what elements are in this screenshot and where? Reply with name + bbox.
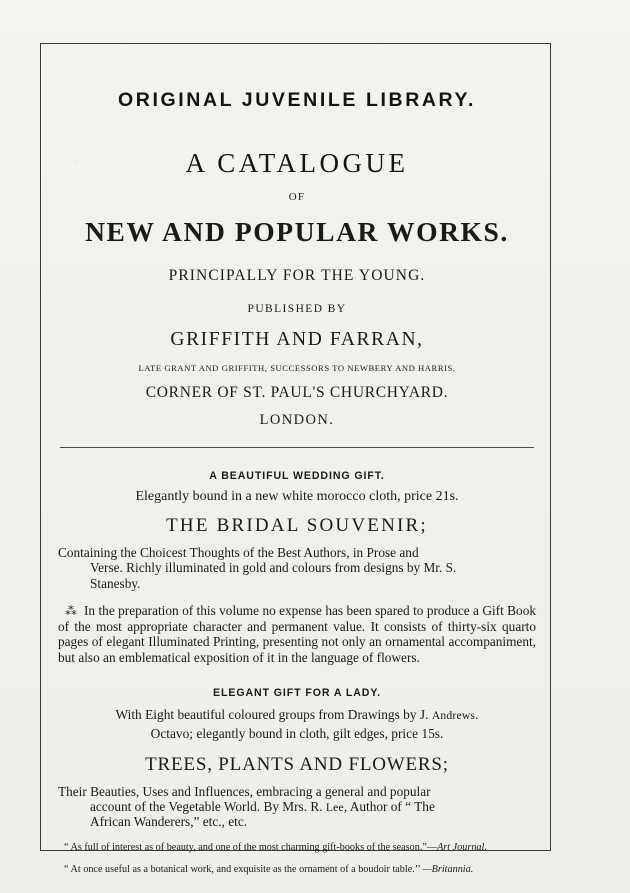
- published-by-label: PUBLISHED BY: [247, 303, 347, 315]
- review-quote-art-journal: [58, 842, 536, 854]
- entry-description-bridal-souvenir: [58, 545, 536, 591]
- entry-description-trees-plants-flowers: [58, 784, 536, 830]
- review-quote-1-source: Art Journal.: [437, 841, 487, 853]
- publisher-city: LONDON.: [259, 412, 335, 428]
- review-quote-2-source: —Britannia.: [422, 864, 474, 876]
- entry-sub-line-1-pre: With Eight beautiful coloured groups from Drawings by J.: [115, 707, 432, 723]
- entry-sub-line-2: Octavo; elegantly bound in cloth, gilt edges, price 15s.: [150, 725, 444, 741]
- publisher-address: CORNER OF ST. PAUL'S CHURCHYARD.: [145, 384, 449, 401]
- entry-title-trees-plants-flowers: TREES, PLANTS AND FLOWERS;: [145, 753, 449, 775]
- entry-description-line-3: Stanesby.: [90, 575, 141, 591]
- entry-binding-price-wedding-gift: Elegantly bound in a new white morocco cloth, price 21s.: [135, 489, 459, 504]
- page-title: ORIGINAL JUVENILE LIBRARY.: [118, 89, 476, 111]
- divider-rule: [60, 447, 534, 448]
- entry-description-line-1: Containing the Choicest Thoughts of the Best Authors, in Prose and: [58, 545, 419, 560]
- entry-note-bridal-souvenir: [58, 603, 536, 665]
- review-quote-2-text: “ At once useful as a botanical work, and exquisite as the ornament of a boudoir table.’’: [64, 864, 421, 876]
- audience-line: PRINCIPALLY FOR THE YOUNG.: [168, 267, 426, 284]
- of-connector: OF: [288, 191, 306, 203]
- author-name: Lee: [325, 801, 344, 815]
- catalogue-heading: A CATALOGUE: [185, 148, 409, 178]
- publisher-name: GRIFFITH AND FARRAN,: [170, 329, 424, 350]
- entry-note-text: In the preparation of this volume no expense has been spared to produce a Gift Book of the most appropriate character and permanent value. It consists of thirty-six quarto pages of elegant Illuminated Printing, presenting not only an ornamental accompaniment, but also an emblematical exposition of it in the language of flowers.: [58, 603, 536, 665]
- review-quote-1-text: “ As full of interest as of beauty, and one of the most charming gift-books of the season.”—: [64, 841, 438, 853]
- entry2-description-line-2-pre: account of the Vegetable World. By Mrs. R.: [90, 799, 326, 815]
- entry2-description-line-2: [58, 799, 536, 814]
- entry-heading-wedding-gift: A BEAUTIFUL WEDDING GIFT.: [209, 470, 385, 482]
- entry2-description-line-2-post: , Author of “ The: [343, 799, 435, 815]
- entry-binding-price-lady-gift: [58, 707, 536, 741]
- works-heading: NEW AND POPULAR WORKS.: [85, 216, 509, 247]
- entry-heading-lady-gift: ELEGANT GIFT FOR A LADY.: [213, 687, 381, 700]
- entry-sub-line-1-post: .: [475, 707, 479, 723]
- entry-description-line-2: Verse. Richly illuminated in gold and colours from designs by Mr. S.: [90, 560, 457, 576]
- entry2-description-line-3: African Wanderers,” etc., etc.: [90, 814, 248, 830]
- entry-title-bridal-souvenir: THE BRIDAL SOUVENIR;: [166, 515, 428, 536]
- publisher-successors-line: LATE GRANT AND GRIFFITH, SUCCESSORS TO NEWBERY AND HARRIS,: [138, 363, 456, 373]
- illustrator-name: Andrews: [431, 709, 476, 723]
- review-quote-britannia: [58, 864, 536, 876]
- page-content: [58, 55, 536, 876]
- asterism-icon: ⁂: [65, 604, 77, 619]
- entry2-description-line-1: Their Beauties, Uses and Influences, embracing a general and popular: [58, 783, 431, 799]
